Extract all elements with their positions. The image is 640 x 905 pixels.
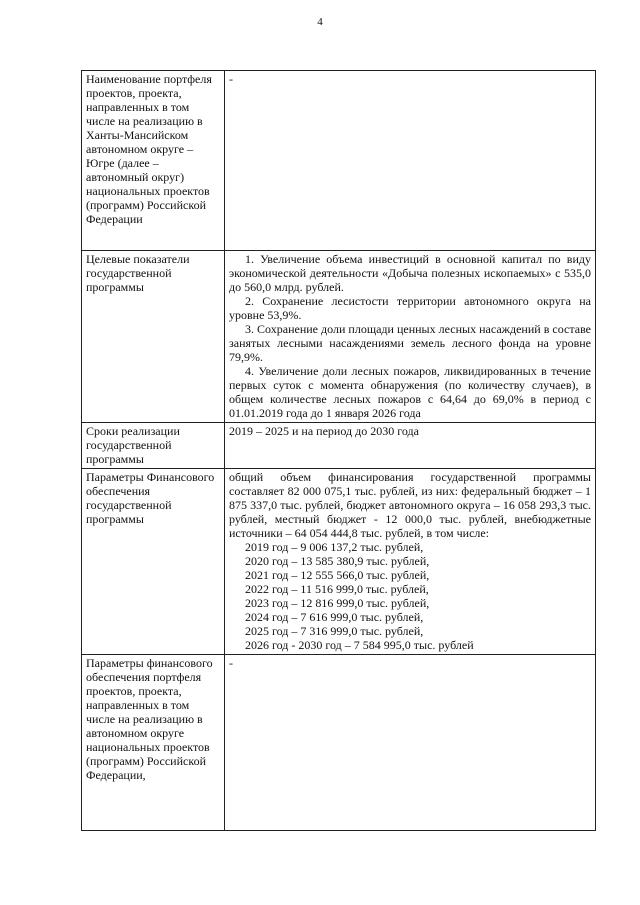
row-label-portfolio-name: Наименование портфеля проектов, проекта, направленных в том числе на реализацию в Ханты-Мансийском автономном округе – Югре (далее – автономный округ) национальных проектов (программ) Российской Федерации [82, 71, 225, 251]
value-dash: - [229, 656, 233, 670]
indicator-item: 3. Сохранение доли площади ценных лесных насаждений в составе занятых лесными насаждениями земель лесного фонда на уровне 79,9%. [229, 322, 591, 364]
row-label-portfolio-financing: Параметры финансового обеспечения портфеля проектов, проекта, направленных в том числе на реализацию в автономном округе национальных проектов (программ) Российской Федерации, [82, 655, 225, 831]
row-value-financing [225, 469, 596, 655]
indicator-item: 4. Увеличение доли лесных пожаров, ликвидированных в течение первых суток с момента обнаружения (по количеству случаев), в общем количестве лесных пожаров с 64,64 до 69,0% в период с 01.01.2019 года до 1 января 2026 года [229, 364, 591, 420]
row-value-target-indicators [225, 251, 596, 423]
financing-year-line: 2026 год - 2030 год – 7 584 995,0 тыс. рублей [245, 638, 474, 652]
row-label-target-indicators: Целевые показатели государственной программы [82, 251, 225, 423]
value-dash: - [229, 72, 233, 86]
financing-year-line: 2020 год – 13 585 380,9 тыс. рублей, [245, 554, 430, 568]
program-passport-table [81, 70, 596, 831]
financing-year-line: 2025 год – 7 316 999,0 тыс. рублей, [245, 624, 424, 638]
financing-year-line: 2019 год – 9 006 137,2 тыс. рублей, [245, 540, 424, 554]
implementation-period-text: 2019 – 2025 и на период до 2030 года [229, 424, 419, 438]
financing-year-line: 2021 год – 12 555 566,0 тыс. рублей, [245, 568, 430, 582]
table-row [82, 423, 596, 469]
row-label-implementation-period: Сроки реализации государственной программы [82, 423, 225, 469]
financing-summary: общий объем финансирования государственной программы составляет 82 000 075,1 тыс. рублей, из них: федеральный бюджет – 1 875 337,0 тыс. рублей, бюджет автономного округа – 16 058 293,3 тыс. рублей, местный бюджет - 12 000,0 тыс. рублей, внебюджетные источники – 64 054 444,8 тыс. рублей, в том числе: [229, 470, 591, 540]
financing-year-line: 2023 год – 12 816 999,0 тыс. рублей, [245, 596, 430, 610]
row-label-financing: Параметры Финансового обеспечения государственной программы [82, 469, 225, 655]
row-value-implementation-period [225, 423, 596, 469]
row-value-portfolio-financing [225, 655, 596, 831]
financing-year-line: 2022 год – 11 516 999,0 тыс. рублей, [245, 582, 429, 596]
row-value-portfolio-name [225, 71, 596, 251]
table-row [82, 251, 596, 423]
page-number: 4 [317, 16, 323, 28]
table-row [82, 655, 596, 831]
table-row [82, 71, 596, 251]
indicator-item: 2. Сохранение лесистости территории автономного округа на уровне 53,9%. [229, 294, 591, 322]
financing-year-line: 2024 год – 7 616 999,0 тыс. рублей, [245, 610, 424, 624]
indicator-item: 1. Увеличение объема инвестиций в основной капитал по виду экономической деятельности «Добыча полезных ископаемых» с 535,0 до 560,0 млрд. рублей. [229, 252, 591, 294]
table-row [82, 469, 596, 655]
